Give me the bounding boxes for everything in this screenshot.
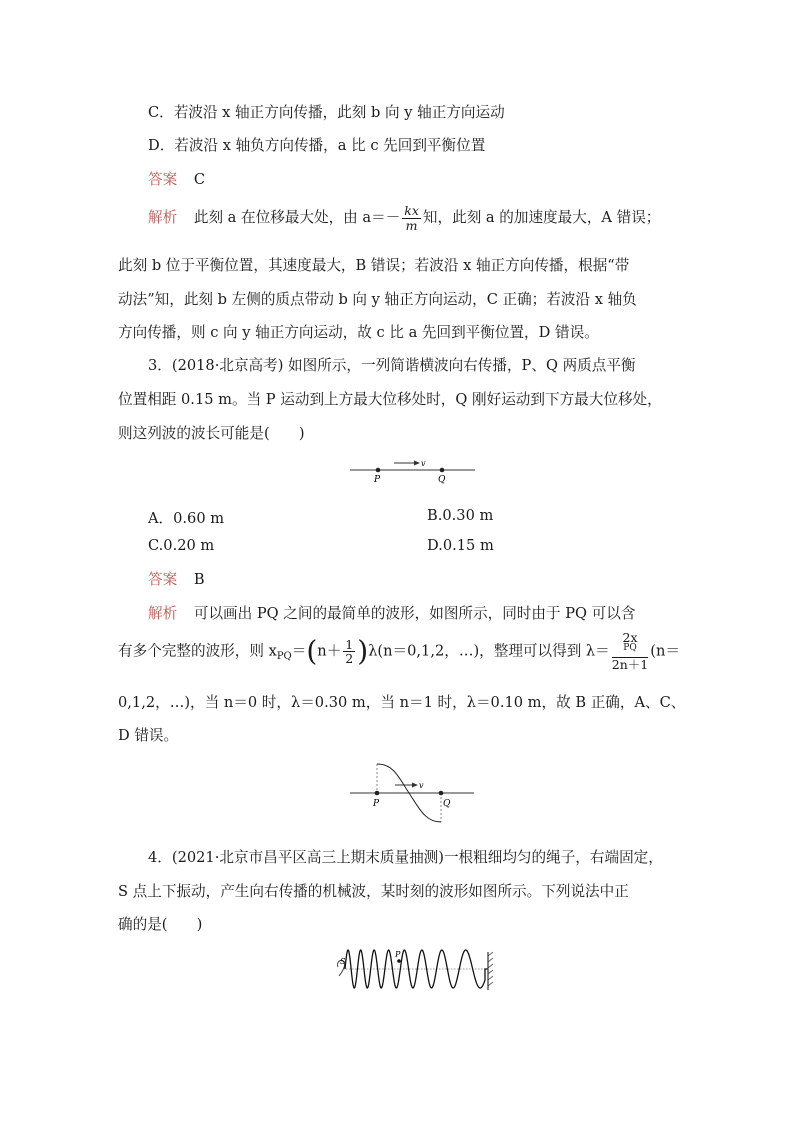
q3-stem-line3: 则这列波的波长可能是( ) [118,425,305,442]
q3-analysis-line1 [148,602,635,623]
answer-line [148,568,205,589]
analysis-text: 有多个完整的波形，则 x [118,642,277,660]
analysis-text: 知，此刻 a 的加速度最大，A 错误； [422,209,661,226]
analysis-label: 解析 [148,209,178,226]
label-v: v [419,781,424,790]
q2-analysis-line2: 此刻 b 位于平衡位置，其速度最大，B 错误；若波沿 x 轴正方向传播，根据“带 [118,257,630,274]
analysis-text: 此刻 a 在位移最大处，由 a＝－ [193,209,401,226]
label-p: P [373,799,380,809]
label-s: S [340,957,346,966]
fraction-numerator [612,631,648,658]
fraction-numerator: kx [404,203,419,219]
lambda-fraction [612,631,648,672]
option-c: C．若波沿 x 轴正方向传播，此刻 b 向 y 轴正方向运动 [148,104,505,121]
fraction-denominator: m [405,217,418,233]
label-p: P [374,475,381,485]
answer-value: C [193,171,206,188]
numerator-sub: PQ [623,643,637,654]
q3-figure [350,455,480,487]
option-c: C.0.20 m [148,537,215,554]
analysis-text: λ(n＝0,1,2，…)，整理可以得到 λ＝ [368,642,610,660]
q4-stem-line3: 确的是( ) [118,916,203,933]
arrow-head [414,461,420,466]
answer-line [148,168,205,189]
fraction [402,204,421,231]
label-v: v [421,459,426,468]
option-b: B.0.30 m [427,507,494,524]
fraction-denominator: 2 [345,650,354,666]
q4-figure [333,944,495,996]
wall-hatching [488,952,493,986]
q3-stem-line2: 位置相距 0.15 m。当 P 运动到上方最大位移处时，Q 刚好运动到下方最大位移处， [118,391,662,408]
numerator-text: 2x [622,630,638,645]
label-q: Q [443,799,451,809]
q3-analysis-line2 [118,631,680,677]
paren-open: ( [306,634,318,668]
analysis-label: 解析 [148,605,178,622]
analysis-text: 可以画出 PQ 之间的最简单的波形，如图所示，同时由于 PQ 可以含 [193,605,636,622]
expression: n＋ [317,642,342,660]
option-a: A．0.60 m [148,510,225,527]
q3-analysis-figure [350,758,478,826]
label-p: P [395,950,401,959]
option-d: D.0.15 m [427,537,494,554]
answer-label: 答案 [148,171,178,188]
point-p [376,468,381,473]
point-p [397,959,401,963]
q3-analysis-line3: 0,1,2，…)，当 n＝0 时，λ＝0.30 m，当 n＝1 时，λ＝0.10 m，故 B 正确，A、C、 [118,694,686,711]
point-q [439,791,444,796]
paren-close: ) [357,634,369,668]
analysis-text: ＝ [291,642,307,660]
label-q: Q [438,475,446,485]
answer-value: B [193,571,205,588]
option-d: D．若波沿 x 轴负方向传播，a 比 c 先回到平衡位置 [148,137,486,154]
fraction-denominator: 2n＋1 [611,657,649,673]
q3-analysis-line4: D 错误。 [118,727,179,744]
subscript: PQ [276,651,292,663]
half-fraction [343,638,355,665]
q3-stem-line1: 3．(2018·北京高考) 如图所示，一列简谐横波向右传播，P、Q 两质点平衡 [148,357,636,374]
q2-analysis-line3: 动法”知，此刻 b 左侧的质点带动 b 向 y 轴正方向运动，C 正确；若波沿 x 轴负 [118,291,637,308]
analysis-text: (n＝ [650,642,680,660]
point-p [375,791,380,796]
arrow-head [412,783,418,788]
fraction-numerator: 1 [345,636,354,652]
point-q [440,468,445,473]
q4-stem-line2: S 点上下振动，产生向右传播的机械波，某时刻的波形如图所示。下列说法中正 [118,883,629,900]
answer-label: 答案 [148,571,178,588]
q4-stem-line1: 4．(2021·北京市昌平区高三上期末质量抽测)一根粗细均匀的绳子，右端固定， [148,849,663,866]
q2-analysis-line1 [148,198,660,238]
q2-analysis-line4: 方向传播，则 c 向 y 轴正方向运动，故 c 比 a 先回到平衡位置，D 错误。 [118,324,599,341]
